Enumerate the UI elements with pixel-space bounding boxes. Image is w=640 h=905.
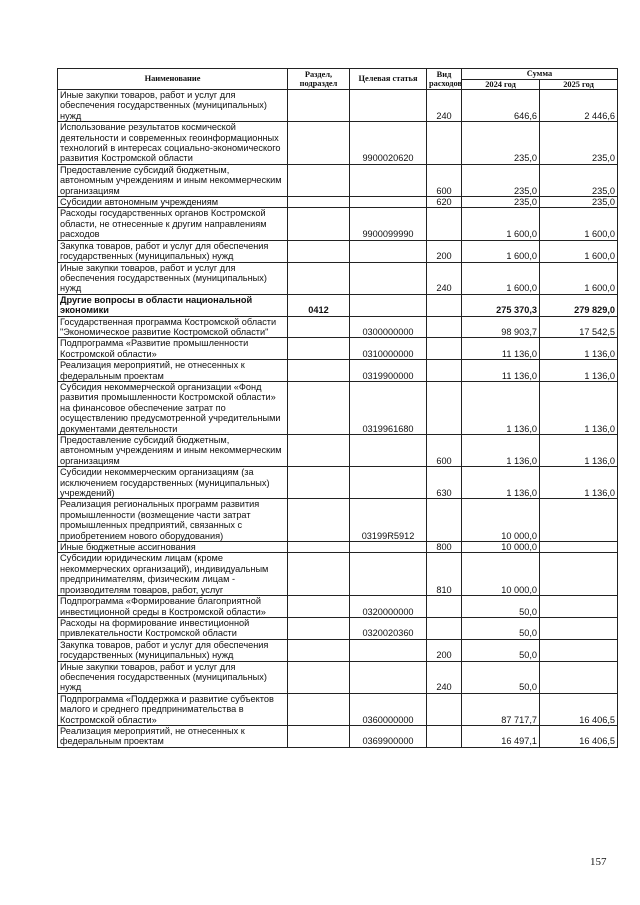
- cell-sum-2024: 1 136,0: [462, 381, 540, 434]
- cell-sum-2024: 275 370,3: [462, 294, 540, 316]
- cell-sum-2024: 50,0: [462, 639, 540, 661]
- cell-article: 0320000000: [350, 596, 427, 618]
- cell-expense-type: 240: [427, 90, 462, 122]
- table-row: [58, 542, 618, 553]
- cell-sum-2025: [540, 596, 618, 618]
- cell-sum-2025: 235,0: [540, 122, 618, 165]
- cell-expense-type: 240: [427, 661, 462, 693]
- cell-expense-type: 200: [427, 639, 462, 661]
- cell-sum-2025: 1 136,0: [540, 338, 618, 360]
- cell-article: [350, 661, 427, 693]
- table-row: [58, 693, 618, 725]
- cell-sum-2024: 235,0: [462, 164, 540, 196]
- cell-sum-2025: 1 136,0: [540, 381, 618, 434]
- table-row: [58, 90, 618, 122]
- cell-sum-2024: 1 600,0: [462, 262, 540, 294]
- cell-expense-type: [427, 725, 462, 747]
- cell-expense-type: [427, 693, 462, 725]
- table-row: [58, 639, 618, 661]
- cell-section: [288, 316, 350, 338]
- cell-sum-2024: 1 136,0: [462, 435, 540, 467]
- cell-article: [350, 639, 427, 661]
- cell-expense-type: [427, 122, 462, 165]
- budget-table-container: [57, 68, 617, 748]
- cell-expense-type: [427, 596, 462, 618]
- cell-sum-2025: [540, 499, 618, 542]
- cell-name: Реализация мероприятий, не отнесенных к федеральным проектам: [58, 725, 288, 747]
- table-row: [58, 208, 618, 240]
- cell-section: [288, 435, 350, 467]
- table-row: [58, 725, 618, 747]
- cell-name: Реализация региональных программ развития промышленности (возмещение части затрат промышленных предприятий, связанных с приобретением нового оборудования): [58, 499, 288, 542]
- header-section: Раздел, подраздел: [288, 69, 350, 90]
- cell-sum-2024: 1 136,0: [462, 467, 540, 499]
- header-article: Целевая статья: [350, 69, 427, 90]
- cell-sum-2025: 1 136,0: [540, 467, 618, 499]
- cell-expense-type: [427, 381, 462, 434]
- cell-section: [288, 240, 350, 262]
- cell-sum-2024: 235,0: [462, 122, 540, 165]
- cell-name: Реализация мероприятий, не отнесенных к федеральным проектам: [58, 360, 288, 382]
- cell-name: Иные закупки товаров, работ и услуг для обеспечения государственных (муниципальных) нужд: [58, 90, 288, 122]
- header-year-2024: 2024 год: [462, 79, 540, 90]
- cell-section: [288, 499, 350, 542]
- cell-expense-type: [427, 499, 462, 542]
- cell-article: 03199R5912: [350, 499, 427, 542]
- cell-expense-type: 600: [427, 435, 462, 467]
- cell-expense-type: [427, 294, 462, 316]
- cell-article: [350, 435, 427, 467]
- header-expense-type: Вид расходов: [427, 69, 462, 90]
- cell-name: Подпрограмма «Развитие промышленности Костромской области»: [58, 338, 288, 360]
- cell-section: [288, 617, 350, 639]
- cell-sum-2025: [540, 542, 618, 553]
- cell-name: Субсидии автономным учреждениям: [58, 197, 288, 208]
- cell-article: [350, 262, 427, 294]
- cell-name: Подпрограмма «Поддержка и развитие субъектов малого и среднего предпринимательства в Костромской области»: [58, 693, 288, 725]
- cell-article: 0310000000: [350, 338, 427, 360]
- cell-section: [288, 90, 350, 122]
- table-row: [58, 661, 618, 693]
- cell-name: Подпрограмма «Формирование благоприятной инвестиционной среды в Костромской области»: [58, 596, 288, 618]
- table-row: [58, 164, 618, 196]
- cell-name: Субсидии юридическим лицам (кроме некоммерческих организаций), индивидуальным предпринимателям, физическим лицам - производителям товаров, работ, услуг: [58, 553, 288, 596]
- cell-name: Субсидия некоммерческой организации «Фонд развития промышленности Костромской области» на финансовое обеспечение затрат по осуществлению предусмотренной учредительными документами деятельности: [58, 381, 288, 434]
- cell-expense-type: 810: [427, 553, 462, 596]
- cell-sum-2024: 1 600,0: [462, 240, 540, 262]
- cell-section: [288, 208, 350, 240]
- cell-sum-2025: 16 406,5: [540, 725, 618, 747]
- cell-section: 0412: [288, 294, 350, 316]
- cell-article: 9900099990: [350, 208, 427, 240]
- cell-name: Предоставление субсидий бюджетным, автономным учреждениям и иным некоммерческим организациям: [58, 164, 288, 196]
- cell-section: [288, 725, 350, 747]
- cell-article: 0360000000: [350, 693, 427, 725]
- cell-section: [288, 542, 350, 553]
- cell-sum-2025: 1 600,0: [540, 262, 618, 294]
- cell-expense-type: [427, 316, 462, 338]
- cell-article: 0319900000: [350, 360, 427, 382]
- cell-name: Субсидии некоммерческим организациям (за исключением государственных (муниципальных) учреждений): [58, 467, 288, 499]
- cell-sum-2025: [540, 553, 618, 596]
- table-row: [58, 467, 618, 499]
- cell-expense-type: 620: [427, 197, 462, 208]
- cell-expense-type: 800: [427, 542, 462, 553]
- cell-article: 0320020360: [350, 617, 427, 639]
- cell-name: Иные закупки товаров, работ и услуг для обеспечения государственных (муниципальных) нужд: [58, 262, 288, 294]
- cell-section: [288, 381, 350, 434]
- cell-sum-2024: 10 000,0: [462, 499, 540, 542]
- table-body: [58, 90, 618, 748]
- table-row: [58, 294, 618, 316]
- table-row: [58, 435, 618, 467]
- cell-expense-type: 200: [427, 240, 462, 262]
- cell-section: [288, 553, 350, 596]
- cell-sum-2024: 50,0: [462, 617, 540, 639]
- cell-expense-type: [427, 360, 462, 382]
- cell-sum-2025: 235,0: [540, 164, 618, 196]
- cell-article: [350, 467, 427, 499]
- cell-article: 0300000000: [350, 316, 427, 338]
- cell-section: [288, 338, 350, 360]
- cell-article: 0319961680: [350, 381, 427, 434]
- cell-sum-2025: 16 406,5: [540, 693, 618, 725]
- cell-section: [288, 639, 350, 661]
- cell-name: Закупка товаров, работ и услуг для обеспечения государственных (муниципальных) нужд: [58, 240, 288, 262]
- table-row: [58, 553, 618, 596]
- cell-sum-2024: 10 000,0: [462, 553, 540, 596]
- cell-sum-2025: [540, 639, 618, 661]
- cell-article: [350, 542, 427, 553]
- cell-name: Иные бюджетные ассигнования: [58, 542, 288, 553]
- cell-sum-2024: 16 497,1: [462, 725, 540, 747]
- cell-sum-2025: 1 136,0: [540, 435, 618, 467]
- cell-article: [350, 553, 427, 596]
- cell-section: [288, 197, 350, 208]
- cell-sum-2024: 10 000,0: [462, 542, 540, 553]
- cell-name: Государственная программа Костромской области "Экономическое развитие Костромской области": [58, 316, 288, 338]
- cell-sum-2024: 98 903,7: [462, 316, 540, 338]
- cell-section: [288, 360, 350, 382]
- cell-section: [288, 693, 350, 725]
- table-row: [58, 617, 618, 639]
- cell-section: [288, 467, 350, 499]
- cell-name: Расходы государственных органов Костромской области, не отнесенные к другим направлениям расходов: [58, 208, 288, 240]
- cell-sum-2024: 11 136,0: [462, 338, 540, 360]
- cell-article: [350, 197, 427, 208]
- cell-section: [288, 661, 350, 693]
- cell-article: [350, 90, 427, 122]
- table-row: [58, 338, 618, 360]
- header-sum: Сумма: [462, 69, 618, 80]
- cell-section: [288, 596, 350, 618]
- header-year-2025: 2025 год: [540, 79, 618, 90]
- table-row: [58, 381, 618, 434]
- cell-article: [350, 240, 427, 262]
- cell-sum-2025: 1 136,0: [540, 360, 618, 382]
- cell-sum-2024: 646,6: [462, 90, 540, 122]
- cell-sum-2025: 235,0: [540, 197, 618, 208]
- cell-name: Закупка товаров, работ и услуг для обеспечения государственных (муниципальных) нужд: [58, 639, 288, 661]
- cell-article: 9900020620: [350, 122, 427, 165]
- cell-sum-2025: 2 446,6: [540, 90, 618, 122]
- cell-sum-2024: 235,0: [462, 197, 540, 208]
- cell-expense-type: 240: [427, 262, 462, 294]
- cell-sum-2024: 11 136,0: [462, 360, 540, 382]
- cell-article: [350, 164, 427, 196]
- cell-article: 0369900000: [350, 725, 427, 747]
- cell-sum-2024: 1 600,0: [462, 208, 540, 240]
- cell-expense-type: 600: [427, 164, 462, 196]
- cell-section: [288, 164, 350, 196]
- page-number: 157: [590, 856, 607, 868]
- cell-name: Использование результатов космической деятельности и современных геоинформационных технологий в интересах социально-экономического развития Костромской области: [58, 122, 288, 165]
- table-row: [58, 262, 618, 294]
- table-row: [58, 122, 618, 165]
- cell-sum-2025: [540, 661, 618, 693]
- cell-expense-type: [427, 617, 462, 639]
- cell-sum-2025: 279 829,0: [540, 294, 618, 316]
- table-row: [58, 316, 618, 338]
- cell-article: [350, 294, 427, 316]
- cell-sum-2025: [540, 617, 618, 639]
- cell-section: [288, 262, 350, 294]
- cell-sum-2024: 50,0: [462, 596, 540, 618]
- cell-name: Расходы на формирование инвестиционной привлекательности Костромской области: [58, 617, 288, 639]
- table-row: [58, 499, 618, 542]
- cell-name: Другие вопросы в области национальной экономики: [58, 294, 288, 316]
- cell-sum-2025: 17 542,5: [540, 316, 618, 338]
- table-row: [58, 197, 618, 208]
- table-row: [58, 596, 618, 618]
- cell-sum-2025: 1 600,0: [540, 208, 618, 240]
- cell-expense-type: 630: [427, 467, 462, 499]
- table-row: [58, 360, 618, 382]
- budget-table: [57, 68, 618, 748]
- cell-sum-2025: 1 600,0: [540, 240, 618, 262]
- cell-name: Иные закупки товаров, работ и услуг для обеспечения государственных (муниципальных) нужд: [58, 661, 288, 693]
- cell-name: Предоставление субсидий бюджетным, автономным учреждениям и иным некоммерческим организациям: [58, 435, 288, 467]
- cell-expense-type: [427, 338, 462, 360]
- table-header: [58, 69, 618, 90]
- header-name: Наименование: [58, 69, 288, 90]
- cell-expense-type: [427, 208, 462, 240]
- cell-sum-2024: 87 717,7: [462, 693, 540, 725]
- cell-section: [288, 122, 350, 165]
- cell-sum-2024: 50,0: [462, 661, 540, 693]
- table-row: [58, 240, 618, 262]
